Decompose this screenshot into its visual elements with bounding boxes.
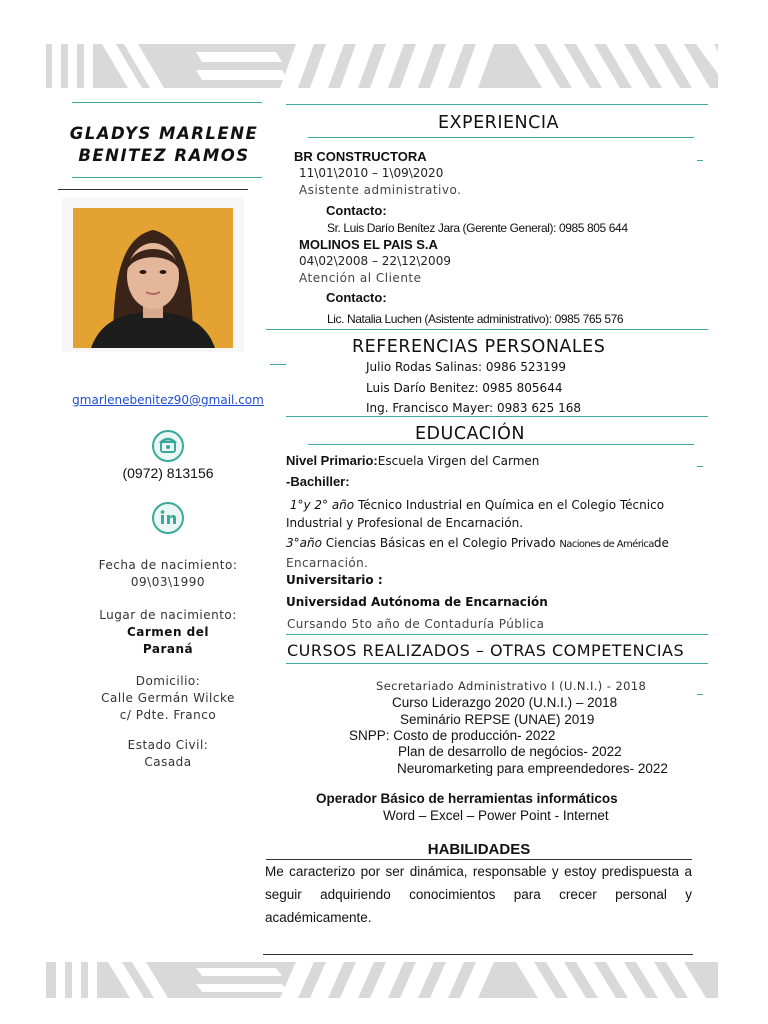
phone-number: (0972) 813156 [122, 465, 214, 481]
job-contact-label: Contacto: [326, 290, 387, 305]
bachiller-entry-1 [286, 496, 696, 532]
reference-item: Ing. Francisco Mayer: 0983 625 168 [366, 401, 581, 415]
experience-title: EXPERIENCIA [438, 113, 559, 133]
decorative-header-band [46, 44, 718, 88]
decorative-tick [697, 466, 703, 467]
job-role: Atención al Cliente [299, 271, 422, 285]
experience-top-rule [286, 104, 708, 105]
birthdate-label: Fecha de nacimiento: [98, 558, 238, 572]
bachiller-desc-3b: de [653, 536, 669, 550]
bachiller-desc-1: Técnico Industrial en Química en el Colegio Técnico [357, 498, 665, 512]
job-contact-label: Contacto: [326, 203, 387, 218]
address-label: Domicilio: [135, 674, 201, 688]
bachiller-year-3: 3°año [286, 536, 322, 550]
civil-status-block [58, 737, 278, 771]
name-line-2: BENITEZ RAMOS [78, 146, 250, 165]
linkedin-icon[interactable] [152, 502, 184, 534]
address-line-1: Calle Germán Wilcke [101, 691, 235, 705]
skills-text: Me caracterizo por ser dinámica, responsable y estoy predispuesta a seguir adquiriendo conocimientos para crecer personal y académicamente. [265, 864, 692, 925]
job-dates: 04\02\2008 – 22\12\2009 [299, 254, 451, 268]
courses-top-rule [286, 634, 708, 635]
courses-title: CURSOS REALIZADOS – OTRAS COMPETENCIAS [287, 641, 685, 660]
bachiller-desc-3: Ciencias Básicas en el Colegio Privado [325, 536, 556, 550]
computer-skills-title: Operador Básico de herramientas informáticos [316, 791, 618, 806]
name-line-1: GLADYS MARLENE [69, 124, 259, 143]
civil-status-label: Estado Civil: [127, 738, 209, 752]
references-top-rule [266, 329, 708, 330]
bachiller-school-name: Naciones de América [559, 539, 654, 550]
job-role: Asistente administrativo. [299, 183, 462, 197]
primary-education [286, 453, 539, 468]
course-item: Secretariado Administrativo I (U.N.I.) - 2018 [376, 679, 647, 693]
skills-title: HABILIDADES [427, 841, 531, 858]
primary-school: Escuela Virgen del Carmen [377, 454, 540, 468]
course-item: Neuromarketing para empreendedores- 2022 [397, 761, 668, 776]
decorative-tick [270, 364, 286, 365]
candidate-name [56, 123, 272, 167]
reference-item: Julio Rodas Salinas: 0986 523199 [366, 360, 567, 374]
email-link[interactable]: gmarlenebenitez90@gmail.com [72, 393, 264, 407]
phone-icon [152, 430, 184, 462]
experience-title-rule [308, 137, 694, 138]
course-item: Curso Liderazgo 2020 (U.N.I.) – 2018 [392, 695, 618, 710]
birthdate-value: 09\03\1990 [130, 575, 206, 589]
primary-label: Nivel Primario: [286, 453, 378, 468]
job-contact-value: Sr. Luis Darío Benítez Jara (Gerente General): 0985 805 644 [327, 221, 628, 235]
birthplace-block [58, 607, 278, 658]
birthdate-block [58, 557, 278, 591]
university-label: Universitario : [286, 573, 383, 587]
university-status: Cursando 5to año de Contaduría Pública [287, 617, 545, 631]
job-company: BR CONSTRUCTORA [294, 149, 427, 164]
reference-item: Luis Darío Benitez: 0985 805644 [366, 381, 563, 395]
course-item: Seminário REPSE (UNAE) 2019 [400, 712, 595, 727]
education-top-rule [286, 416, 708, 417]
birthplace-line-2: Paraná [142, 642, 194, 656]
profile-photo [73, 208, 233, 348]
job-contact-value: Lic. Natalia Luchen (Asistente administrativo): 0985 765 576 [327, 312, 624, 326]
course-item: Plan de desarrollo de negócios- 2022 [398, 744, 622, 759]
bachiller-desc-2: Industrial y Profesional de Encarnación. [286, 516, 524, 530]
education-title: EDUCACIÓN [415, 424, 525, 444]
page-bottom-rule [263, 954, 693, 955]
birthplace-label: Lugar de nacimiento: [99, 608, 237, 622]
education-title-rule [308, 444, 694, 445]
job-company: MOLINOS EL PAIS S.A [299, 237, 438, 252]
name-top-rule [72, 102, 262, 103]
decorative-tick [697, 160, 703, 161]
job-dates: 11\01\2010 – 1\09\2020 [299, 166, 444, 180]
decorative-footer-band [46, 962, 718, 998]
course-item: SNPP: Costo de producción- 2022 [349, 728, 556, 743]
address-line-2: c/ Pdte. Franco [119, 708, 217, 722]
address-block [58, 673, 278, 724]
bachiller-entry-2 [286, 534, 696, 572]
references-title: REFERENCIAS PERSONALES [352, 337, 606, 357]
photo-top-rule [58, 189, 248, 190]
computer-skills-items: Word – Excel – Power Point - Internet [383, 808, 609, 823]
name-bottom-rule [72, 177, 262, 178]
bachiller-label: -Bachiller: [286, 474, 350, 489]
bachiller-years: 1°y 2° año [289, 498, 355, 512]
university-name: Universidad Autónoma de Encarnación [286, 595, 548, 609]
courses-title-rule [286, 663, 708, 664]
civil-status-value: Casada [144, 755, 192, 769]
decorative-tick [697, 694, 703, 695]
bachiller-desc-4: Encarnación. [286, 556, 369, 570]
birthplace-line-1: Carmen del [126, 625, 210, 639]
